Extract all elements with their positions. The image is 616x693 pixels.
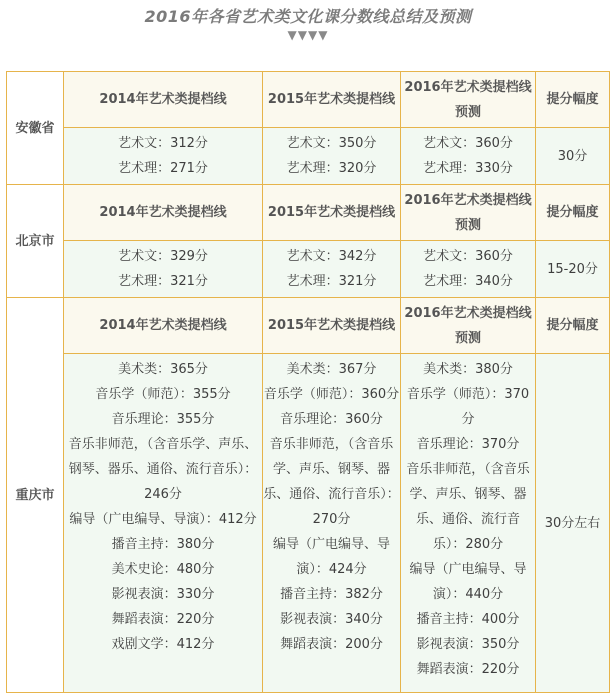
list-item: 艺术理：330分 xyxy=(423,161,513,176)
list-item: 艺术文：360分 xyxy=(423,249,513,264)
list-item: 美术类：365分 xyxy=(118,362,208,377)
table-row xyxy=(7,354,610,693)
cell-2016 xyxy=(401,241,536,298)
cell-2016 xyxy=(401,128,536,185)
list-item: 艺术文：312分 xyxy=(118,136,208,151)
list-item: 影视表演：340分 xyxy=(280,612,383,627)
list-item: 舞蹈表演：220分 xyxy=(111,612,215,627)
list-item: 音乐非师范，（含音乐学、声乐、钢琴、器乐、通俗、流行音乐）：270分 xyxy=(263,437,400,527)
cell-2014 xyxy=(64,354,263,693)
list-item: 艺术文：360分 xyxy=(423,136,513,151)
list-item: 艺术文：350分 xyxy=(286,136,377,151)
cell-rise: 15-20分 xyxy=(536,241,610,298)
header-2014: 2014年艺术类提档线 xyxy=(64,298,263,354)
list-item: 编导（广电编导、导演）：424分 xyxy=(272,537,390,577)
cell-2015 xyxy=(263,241,401,298)
header-2016: 2016年艺术类提档线预测 xyxy=(401,72,536,128)
list-item: 艺术文：329分 xyxy=(118,249,208,264)
list-item: 艺术理：321分 xyxy=(118,274,208,289)
province-cell: 安徽省 xyxy=(7,72,64,185)
list-item: 影视表演：330分 xyxy=(111,587,215,602)
header-2016: 2016年艺术类提档线预测 xyxy=(401,298,536,354)
list-item: 编导（广电编导、导演）：440分 xyxy=(409,562,527,602)
list-item: 艺术理：321分 xyxy=(286,274,377,289)
header-2014: 2014年艺术类提档线 xyxy=(64,185,263,241)
list-item: 艺术理：320分 xyxy=(286,161,377,176)
list-item: 音乐学（师范）：370分 xyxy=(406,387,530,427)
table-header-row xyxy=(7,298,610,354)
list-item: 播音主持：400分 xyxy=(416,612,520,627)
cell-2015 xyxy=(263,354,401,693)
header-2014: 2014年艺术类提档线 xyxy=(64,72,263,128)
list-item: 音乐学（师范）：355分 xyxy=(95,387,231,402)
header-2015: 2015年艺术类提档线 xyxy=(263,185,401,241)
list-item: 音乐理论：360分 xyxy=(280,412,383,427)
list-item: 音乐学（师范）：360分 xyxy=(263,387,400,402)
cell-2014 xyxy=(64,128,263,185)
list-item: 影视表演：350分 xyxy=(416,637,520,652)
header-2015: 2015年艺术类提档线 xyxy=(263,72,401,128)
cell-rise: 30分左右 xyxy=(536,354,610,693)
list-item: 美术史论：480分 xyxy=(111,562,215,577)
header-2015: 2015年艺术类提档线 xyxy=(263,298,401,354)
header-rise: 提分幅度 xyxy=(536,72,610,128)
list-item: 编导（广电编导、导演）：412分 xyxy=(69,512,257,527)
header-2016: 2016年艺术类提档线预测 xyxy=(401,185,536,241)
table-row xyxy=(7,241,610,298)
down-arrows-icon: ▼▼▼▼ xyxy=(287,28,329,42)
list-item: 播音主持：380分 xyxy=(111,537,215,552)
list-item: 艺术理：271分 xyxy=(118,161,208,176)
list-item: 音乐理论：355分 xyxy=(111,412,215,427)
table-header-row xyxy=(7,72,610,128)
province-cell: 重庆市 xyxy=(7,298,64,693)
cell-rise: 30分 xyxy=(536,128,610,185)
list-item: 音乐非师范，（含音乐学、声乐、钢琴、器乐、通俗、流行音乐）：280分 xyxy=(406,462,530,552)
cell-2014 xyxy=(64,241,263,298)
province-cell: 北京市 xyxy=(7,185,64,298)
list-item: 艺术文：342分 xyxy=(286,249,377,264)
header-rise: 提分幅度 xyxy=(536,185,610,241)
table-header-row xyxy=(7,185,610,241)
list-item: 戏剧文学：412分 xyxy=(111,637,215,652)
score-table xyxy=(6,71,610,693)
list-item: 播音主持：382分 xyxy=(280,587,383,602)
list-item: 舞蹈表演：200分 xyxy=(280,637,383,652)
cell-2015 xyxy=(263,128,401,185)
table-row xyxy=(7,128,610,185)
list-item: 舞蹈表演：220分 xyxy=(416,662,520,677)
list-item: 音乐非师范，（含音乐学、声乐、钢琴、器乐、通俗、流行音乐）：246分 xyxy=(68,437,258,502)
cell-2016 xyxy=(401,354,536,693)
list-item: 艺术理：340分 xyxy=(423,274,513,289)
page-title: 2016年各省艺术类文化课分数线总结及预测 xyxy=(144,7,472,26)
header-rise: 提分幅度 xyxy=(536,298,610,354)
list-item: 美术类：380分 xyxy=(423,362,513,377)
list-item: 美术类：367分 xyxy=(286,362,377,377)
list-item: 音乐理论：370分 xyxy=(416,437,520,452)
